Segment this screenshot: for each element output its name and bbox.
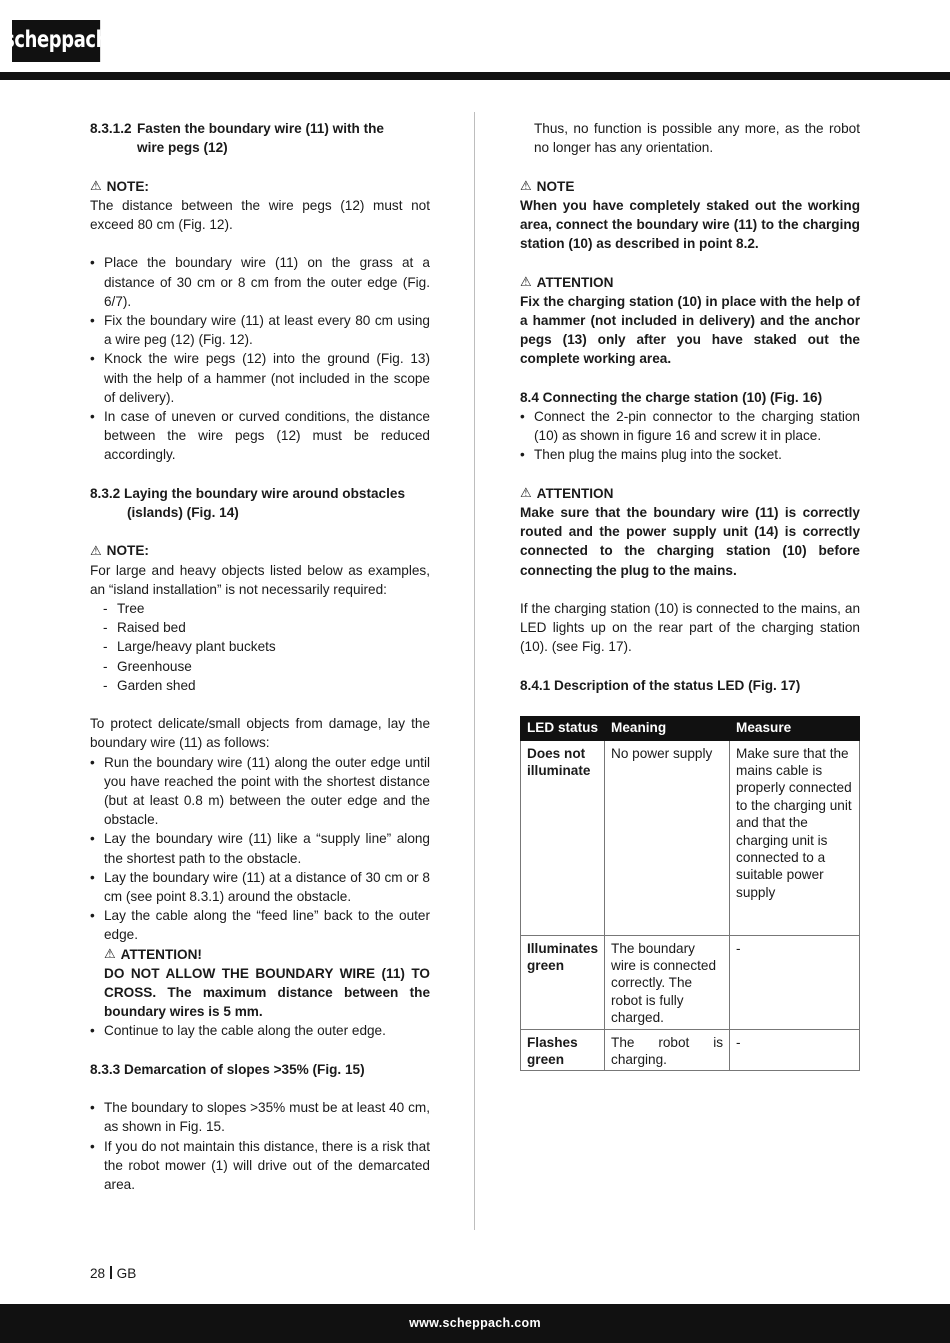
- table-row: [521, 1029, 860, 1071]
- section-84-heading: 8.4 Connecting the charge station (10) (Fig. 16): [520, 389, 823, 405]
- section-832-heading-cont: (islands) (Fig. 14): [127, 505, 239, 521]
- led-text: If the charging station (10) is connected to the mains, an LED lights up on the rear part of the charging station (10). (see Fig. 17).: [520, 601, 860, 655]
- continued-text: Thus, no function is possible any more, as the robot no longer has any orientation.: [534, 121, 860, 156]
- table-row: [521, 935, 860, 1029]
- objects-list: [90, 599, 430, 695]
- table-cell: Make sure that the mains cable is properly connected to the charging unit and that the charging unit is connected to a suitable power supply: [730, 740, 860, 935]
- header-bar: [0, 72, 950, 80]
- section-8312-heading: 8.3.1.2 Fasten the boundary wire (11) with the: [90, 121, 384, 136]
- list-item: - Large/heavy plant buckets: [103, 637, 430, 656]
- note-text: For large and heavy objects listed below as examples, an “island installation” is not necessarily required:: [90, 562, 430, 597]
- table-cell: Does not illuminate: [521, 740, 605, 935]
- table-row: [521, 740, 860, 935]
- attention-label: ⚠ ATTENTION!: [104, 946, 202, 962]
- brand-logo: scheppach: [12, 20, 100, 62]
- list-item: • Knock the wire pegs (12) into the ground (Fig. 13) with the help of a hammer (not included in the scope of delivery).: [90, 349, 430, 407]
- table-cell: Illuminates green: [521, 935, 605, 1029]
- header-meaning: Meaning: [605, 717, 730, 740]
- attention-text: Make sure that the boundary wire (11) is correctly routed and the power supply unit (14) is correctly connected to the charging station (10) before connecting the plug to the mains.: [520, 505, 860, 578]
- note-label: ⚠ NOTE: [520, 178, 575, 194]
- list-item: • Run the boundary wire (11) along the outer edge until you have reached the point with the shortest distance (but at least 0.8 m) between the outer edge and the obstacle.: [90, 753, 430, 830]
- list-item: • In case of uneven or curved conditions, the distance between the wire pegs (12) must be reduced accordingly.: [90, 407, 430, 465]
- section-832-heading: 8.3.2 Laying the boundary wire around obstacles: [90, 485, 405, 501]
- warning-icon: ⚠: [520, 274, 532, 290]
- footer-bar: [0, 1304, 950, 1343]
- page-separator: [110, 1266, 112, 1279]
- attention-text: DO NOT ALLOW THE BOUNDARY WIRE (11) TO CROSS. The maximum distance between the boundary wires is 5 mm.: [104, 965, 430, 1020]
- led-status-table: [520, 716, 860, 1071]
- website-link[interactable]: www.scheppach.com: [409, 1315, 541, 1330]
- right-column: [520, 119, 860, 1071]
- island-steps-list: [90, 753, 430, 945]
- note-text: The distance between the wire pegs (12) must not exceed 80 cm (Fig. 12).: [90, 197, 430, 232]
- list-item: • If you do not maintain this distance, there is a risk that the robot mower (1) will drive out of the demarcated area.: [90, 1137, 430, 1195]
- note-label: ⚠ NOTE:: [90, 178, 149, 194]
- table-header-row: [521, 717, 860, 740]
- table-cell: The boundary wire is connected correctly. The robot is fully charged.: [605, 935, 730, 1029]
- warning-icon: ⚠: [104, 946, 116, 962]
- list-item: • Then plug the mains plug into the socket.: [520, 445, 860, 464]
- table-cell: No power supply: [605, 740, 730, 935]
- table-cell: -: [730, 935, 860, 1029]
- list-item: • The boundary to slopes >35% must be at least 40 cm, as shown in Fig. 15.: [90, 1098, 430, 1136]
- protect-text: To protect delicate/small objects from damage, lay the boundary wire (11) as follows:: [90, 716, 430, 751]
- list-item: • Continue to lay the cable along the outer edge.: [90, 1021, 430, 1040]
- section-841-heading: 8.4.1 Description of the status LED (Fig. 17): [520, 677, 801, 693]
- connect-steps-list: [520, 407, 860, 465]
- list-item: - Raised bed: [103, 618, 430, 637]
- list-item: • Fix the boundary wire (11) at least every 80 cm using a wire peg (12) (Fig. 12).: [90, 311, 430, 349]
- list-item: • Place the boundary wire (11) on the grass at a distance of 30 cm or 8 cm from the outer edge (Fig. 6/7).: [90, 253, 430, 311]
- note-label: ⚠ NOTE:: [90, 543, 149, 559]
- table-cell: -: [730, 1029, 860, 1071]
- left-column: [90, 119, 430, 1194]
- warning-icon: ⚠: [90, 543, 102, 559]
- wire-steps-list: [90, 253, 430, 464]
- section-833-heading: 8.3.3 Demarcation of slopes >35% (Fig. 15): [90, 1061, 365, 1077]
- attention-label: ⚠ ATTENTION: [520, 485, 614, 501]
- list-item: • Connect the 2-pin connector to the charging station (10) as shown in figure 16 and screw it in place.: [520, 407, 860, 445]
- slope-list: [90, 1098, 430, 1194]
- section-8312-heading-cont: wire pegs (12): [137, 140, 228, 156]
- note-text: When you have completely staked out the working area, connect the boundary wire (11) to the charging station (10) as described in point 8.2.: [520, 197, 860, 252]
- list-item: • Lay the boundary wire (11) like a “supply line” along the shortest path to the obstacle.: [90, 829, 430, 867]
- table-cell: Flashes green: [521, 1029, 605, 1071]
- column-divider: [474, 112, 475, 1230]
- list-item: - Garden shed: [103, 676, 430, 695]
- warning-icon: ⚠: [520, 178, 532, 194]
- list-item: • Lay the boundary wire (11) at a distance of 30 cm or 8 cm (see point 8.3.1) around the obstacle.: [90, 868, 430, 906]
- header-led-status: LED status: [521, 717, 605, 740]
- warning-icon: ⚠: [90, 178, 102, 194]
- attention-label: ⚠ ATTENTION: [520, 274, 614, 290]
- header-measure: Measure: [730, 717, 860, 740]
- list-item: - Greenhouse: [103, 657, 430, 676]
- page-number: 28 GB: [90, 1266, 137, 1281]
- attention-text: Fix the charging station (10) in place with the help of a hammer (not included in delivery) and the anchor pegs (13) only after you have staked out the complete working area.: [520, 293, 860, 367]
- warning-icon: ⚠: [520, 485, 532, 501]
- table-cell: The robot is charging.: [605, 1029, 730, 1071]
- list-item: • Lay the cable along the “feed line” back to the outer edge.: [90, 906, 430, 944]
- list-item: - Tree: [103, 599, 430, 618]
